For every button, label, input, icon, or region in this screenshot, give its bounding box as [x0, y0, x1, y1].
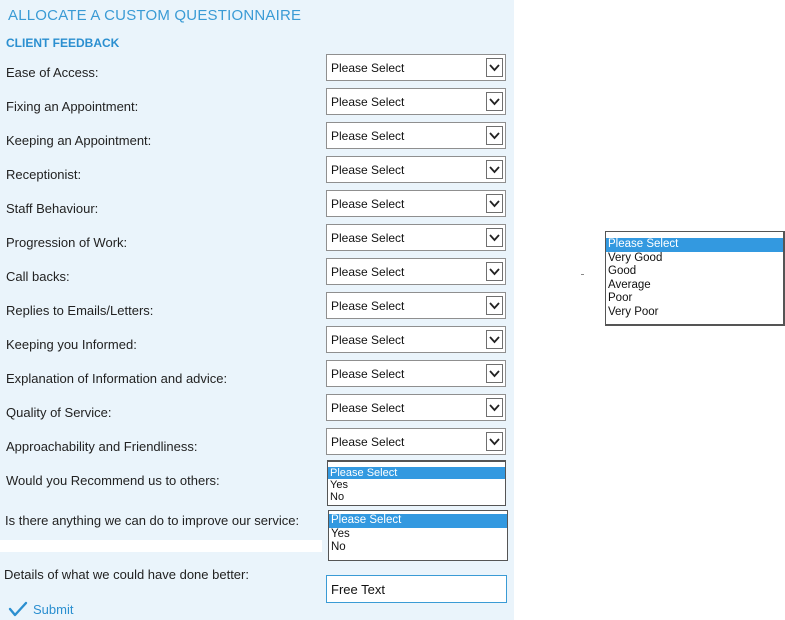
recommend-option-no[interactable]: No [330, 491, 345, 503]
stray-mark [581, 274, 584, 275]
select-fixing-appointment[interactable] [326, 88, 506, 115]
details-label: Details of what we could have done better: [4, 567, 249, 582]
improve-option-no[interactable]: No [331, 541, 346, 553]
question-label-explanation: Explanation of Information and advice: [6, 371, 228, 386]
select-value: Please Select [331, 231, 405, 245]
rating-option-good[interactable]: Good [608, 265, 637, 277]
select-replies-emails[interactable] [326, 292, 506, 319]
recommend-option-please-select[interactable]: Please Select [328, 467, 505, 479]
chevron-down-icon[interactable] [486, 296, 503, 315]
chevron-down-icon[interactable] [486, 330, 503, 349]
select-progression-of-work[interactable] [326, 224, 506, 251]
select-keeping-informed[interactable] [326, 326, 506, 353]
question-label-replies-emails: Replies to Emails/Letters: [6, 303, 154, 318]
improve-listbox[interactable] [328, 510, 508, 561]
question-label-keeping-informed: Keeping you Informed: [6, 337, 137, 352]
select-quality-of-service[interactable] [326, 394, 506, 421]
question-label-recommend: Would you Recommend us to others: [6, 473, 220, 488]
improve-option-please-select[interactable]: Please Select [329, 514, 507, 528]
chevron-down-icon[interactable] [486, 160, 503, 179]
rating-dropdown-list[interactable] [605, 231, 785, 326]
chevron-down-icon[interactable] [486, 228, 503, 247]
select-receptionist[interactable] [326, 156, 506, 183]
recommend-listbox[interactable] [327, 460, 506, 506]
select-explanation[interactable] [326, 360, 506, 387]
question-label-approachability: Approachability and Friendliness: [6, 439, 198, 454]
question-label-ease-of-access: Ease of Access: [6, 65, 99, 80]
select-value: Please Select [331, 333, 405, 347]
checkmark-icon [8, 601, 28, 617]
select-value: Please Select [331, 197, 405, 211]
recommend-option-yes[interactable]: Yes [330, 479, 348, 491]
chevron-down-icon[interactable] [486, 194, 503, 213]
details-input[interactable] [331, 580, 501, 598]
panel-gap [0, 540, 322, 552]
question-label-quality-of-service: Quality of Service: [6, 405, 112, 420]
chevron-down-icon[interactable] [486, 262, 503, 281]
chevron-down-icon[interactable] [486, 398, 503, 417]
question-label-improve: Is there anything we can do to improve our service: [5, 513, 300, 528]
question-label-keeping-appointment: Keeping an Appointment: [6, 133, 152, 148]
chevron-down-icon[interactable] [486, 58, 503, 77]
select-approachability[interactable] [326, 428, 506, 455]
question-label-fixing-appointment: Fixing an Appointment: [6, 99, 139, 114]
question-label-staff-behaviour: Staff Behaviour: [6, 201, 99, 216]
select-value: Please Select [331, 367, 405, 381]
page-title: ALLOCATE A CUSTOM QUESTIONNAIRE [8, 7, 302, 24]
chevron-down-icon[interactable] [486, 126, 503, 145]
select-value: Please Select [331, 401, 405, 415]
select-value: Please Select [331, 61, 405, 75]
chevron-down-icon[interactable] [486, 92, 503, 111]
submit-label: Submit [33, 601, 74, 617]
chevron-down-icon[interactable] [486, 432, 503, 451]
section-heading: CLIENT FEEDBACK [6, 36, 120, 50]
details-textbox[interactable] [326, 575, 507, 603]
rating-option-average[interactable]: Average [608, 278, 651, 291]
select-value: Please Select [331, 163, 405, 177]
select-call-backs[interactable] [326, 258, 506, 285]
select-value: Please Select [331, 129, 405, 143]
chevron-down-icon[interactable] [486, 364, 503, 383]
rating-option-please-select[interactable]: Please Select [606, 238, 783, 252]
select-value: Please Select [331, 299, 405, 313]
select-value: Please Select [331, 95, 405, 109]
improve-option-yes[interactable]: Yes [331, 527, 350, 540]
select-ease-of-access[interactable] [326, 54, 506, 81]
submit-button[interactable] [8, 599, 73, 619]
rating-option-very-good[interactable]: Very Good [608, 251, 663, 264]
select-value: Please Select [331, 435, 405, 449]
select-keeping-appointment[interactable] [326, 122, 506, 149]
select-staff-behaviour[interactable] [326, 190, 506, 217]
question-label-receptionist: Receptionist: [6, 167, 82, 182]
question-label-progression-of-work: Progression of Work: [6, 235, 128, 250]
select-value: Please Select [331, 265, 405, 279]
rating-option-poor[interactable]: Poor [608, 292, 633, 304]
rating-option-very-poor[interactable]: Very Poor [608, 305, 659, 318]
question-label-call-backs: Call backs: [6, 269, 70, 284]
